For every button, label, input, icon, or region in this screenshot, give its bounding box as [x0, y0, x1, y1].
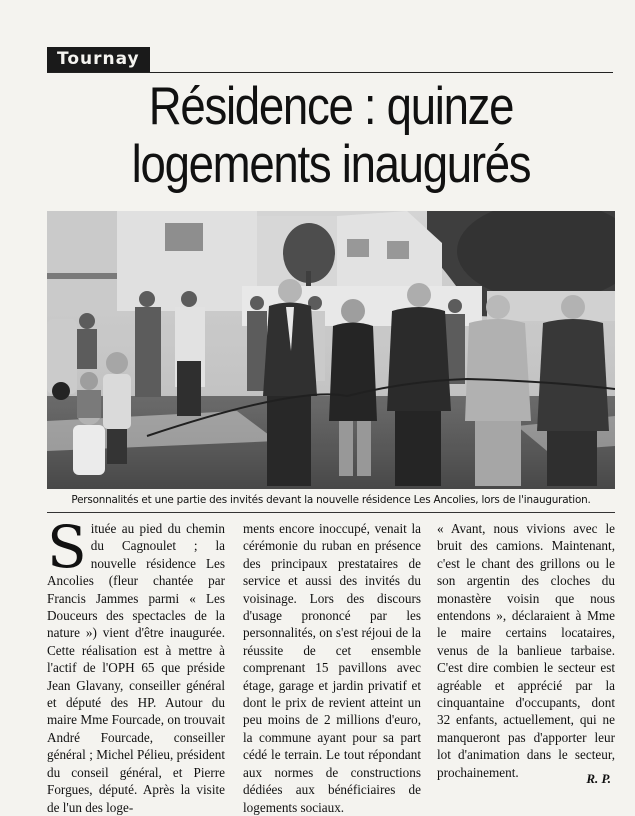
drop-cap: S: [47, 513, 87, 581]
section-kicker: Tournay: [47, 47, 150, 72]
kicker-rule: [47, 72, 613, 73]
photo-caption: Personnalités et une partie des invités devant la nouvelle résidence Les Ancolies, lors de l'inauguration.: [71, 494, 591, 506]
caption-rule: [47, 512, 615, 513]
inauguration-photo: [47, 211, 615, 489]
author-signature: R. P.: [586, 771, 611, 786]
column-1-text: ituée au pied du chemin du Cagnoulet ; la nouvelle résidence Les Ancolies (fleur chantée par Francis Jammes parmi « Les Douceurs des spectacles de la nature ») vient d'être inaugurée. Cette réalisation est à mettre à l'actif de l'OPH 65 que préside Jean Glavany, conseiller général et député des HP. Autour du maire Mme Fourcade, on trouvait André Fourcade, conseiller général ; Michel Pélieu, président du conseil général, et Pierre Forgues, député. Après la visite de l'un des loge-: [47, 521, 225, 815]
article-column-1: [47, 513, 225, 816]
article-column-2: ments encore inoccupé, venait la cérémonie du ruban en présence des principaux prestataires de service et aussi des invités du voisinage. Lors des discours d'usage prononcé par les personnalités, on s'est réjoui de la réussite de cet ensemble comprenant 15 pavillons avec étage, garage et jardin privatif et dont le prix de revient atteint un peu moins de 2 millions d'euro, la commune ayant pour sa part cédé le terrain. Le tout répondant aux normes de constructions dédiées aux bénéficiaires de logements sociaux.: [243, 521, 421, 815]
headline: Résidence : quinze logements inaugurés: [131, 77, 531, 194]
article-column-3: « Avant, nous vivions avec le bruit des camions. Maintenant, c'est le chant des grillons ou le son argentin des cloches du monastère voisin que nous entendons », déclaraient à Mme le maire certains locataires, venus de la banlieue tarbaise. C'est dire combien le secteur est agréable et apprécié par la cinquantaine d'occupants, dont 32 enfants, actuellement, qui ne manqueront pas d'apporter leur lot d'animation dans le secteur, prochainement.: [437, 521, 615, 780]
